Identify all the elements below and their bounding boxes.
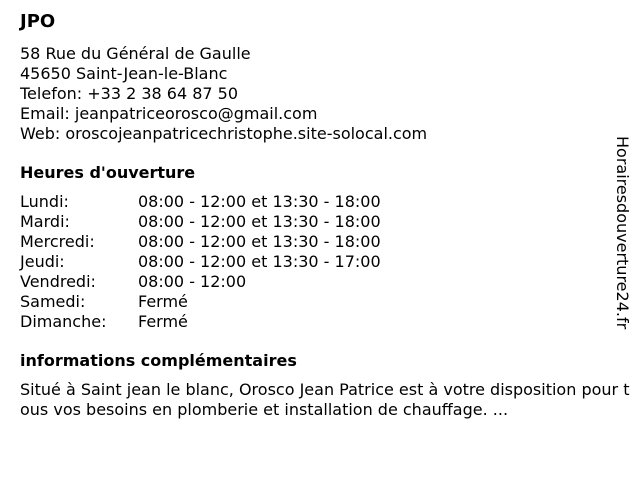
hours-heading: Heures d'ouverture bbox=[20, 163, 196, 182]
day-hours: Fermé bbox=[138, 292, 188, 311]
address-line-1: 58 Rue du Général de Gaulle bbox=[20, 44, 251, 63]
hours-table bbox=[20, 192, 632, 332]
hours-row-monday bbox=[20, 192, 632, 212]
business-card bbox=[20, 10, 632, 420]
web-line: Web: oroscojeanpatricechristophe.site-solocal.com bbox=[20, 124, 428, 143]
day-hours: 08:00 - 12:00 et 13:30 - 18:00 bbox=[138, 192, 381, 211]
day-hours: 08:00 - 12:00 et 13:30 - 17:00 bbox=[138, 252, 381, 271]
day-label: Dimanche: bbox=[20, 312, 107, 331]
day-hours: 08:00 - 12:00 bbox=[138, 272, 247, 291]
site-watermark: Horairesdouverture24.fr bbox=[613, 136, 632, 330]
day-label: Vendredi: bbox=[20, 272, 96, 291]
hours-row-sunday bbox=[20, 312, 632, 332]
day-label: Samedi: bbox=[20, 292, 86, 311]
hours-row-thursday bbox=[20, 252, 632, 272]
info-heading: informations complémentaires bbox=[20, 351, 297, 370]
hours-row-saturday bbox=[20, 292, 632, 312]
business-name: JPO bbox=[20, 11, 56, 32]
hours-row-wednesday bbox=[20, 232, 632, 252]
email-line: Email: jeanpatriceorosco@gmail.com bbox=[20, 104, 318, 123]
address-line-2: 45650 Saint-Jean-le-Blanc bbox=[20, 64, 228, 83]
day-hours: 08:00 - 12:00 et 13:30 - 18:00 bbox=[138, 232, 381, 251]
phone-line: Telefon: +33 2 38 64 87 50 bbox=[20, 84, 239, 103]
hours-row-tuesday bbox=[20, 212, 632, 232]
info-description: Situé à Saint jean le blanc, Orosco Jean Patrice est à votre disposition pour tous vos besoins en plomberie et installation de chauffage. ... bbox=[20, 380, 630, 419]
day-label: Lundi: bbox=[20, 192, 69, 211]
day-hours: 08:00 - 12:00 et 13:30 - 18:00 bbox=[138, 212, 381, 231]
hours-row-friday bbox=[20, 272, 632, 292]
day-label: Jeudi: bbox=[20, 252, 65, 271]
day-label: Mardi: bbox=[20, 212, 70, 231]
day-hours: Fermé bbox=[138, 312, 188, 331]
day-label: Mercredi: bbox=[20, 232, 95, 251]
